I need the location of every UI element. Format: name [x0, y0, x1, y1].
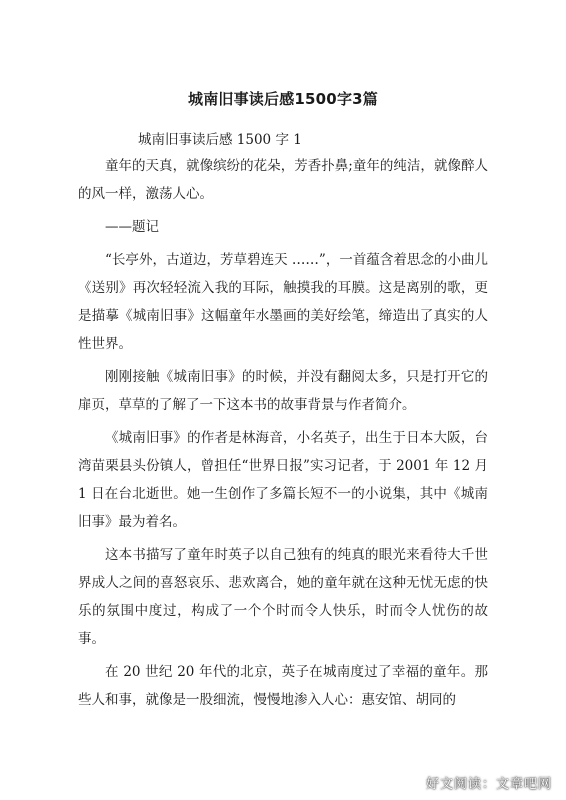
paragraph: 童年的天真，就像缤纷的花朵，芳香扑鼻;童年的纯洁，就像醉人的风一样，激荡人心。 [78, 158, 488, 202]
paragraph: 这本书描写了童年时英子以自己独有的纯真的眼光来看待大千世界成人之间的喜怒哀乐、悲欢离合，她的童年就在这种无忧无虑的快乐的氛围中度过，构成了一个个时而令人快乐，时而令人忧伤的故事。 [78, 547, 488, 647]
paragraph: 刚刚接触《城南旧事》的时候，并没有翻阅太多，只是打开它的扉页，草草的了解了一下这本书的故事背景与作者简介。 [78, 369, 488, 413]
paragraph: 在 20 世纪 20 年代的北京，英子在城南度过了幸福的童年。那些人和事，就像是一股细流，慢慢地渗入人心：惠安馆、胡同的 [78, 664, 488, 708]
site-watermark: 好文阅读：文章吧网 [425, 777, 552, 792]
paragraph: “长亭外，古道边，芳草碧连天 ……”，一首蕴含着思念的小曲儿《送别》再次轻轻流入我的耳际，触摸我的耳膜。这是离别的歌，更是描摹《城南旧事》这幅童年水墨画的美好绘笔，缔造出了真实的人性世界。 [78, 252, 488, 352]
document-body [78, 152, 488, 719]
document-subtitle: 城南旧事读后感 1500 字 1 [138, 132, 302, 148]
epigraph-attribution: ——题记 [105, 219, 159, 235]
document-title: 城南旧事读后感1500字3篇 [188, 90, 378, 108]
paragraph: 《城南旧事》的作者是林海音，小名英子，出生于日本大阪，台湾苗栗县头份镇人，曾担任“世界日报”实习记者，于 2001 年 12 月 1 日在台北逝世。她一生创作了多篇长短不一的小说集，其中《城南旧事》最为着名。 [78, 430, 488, 530]
